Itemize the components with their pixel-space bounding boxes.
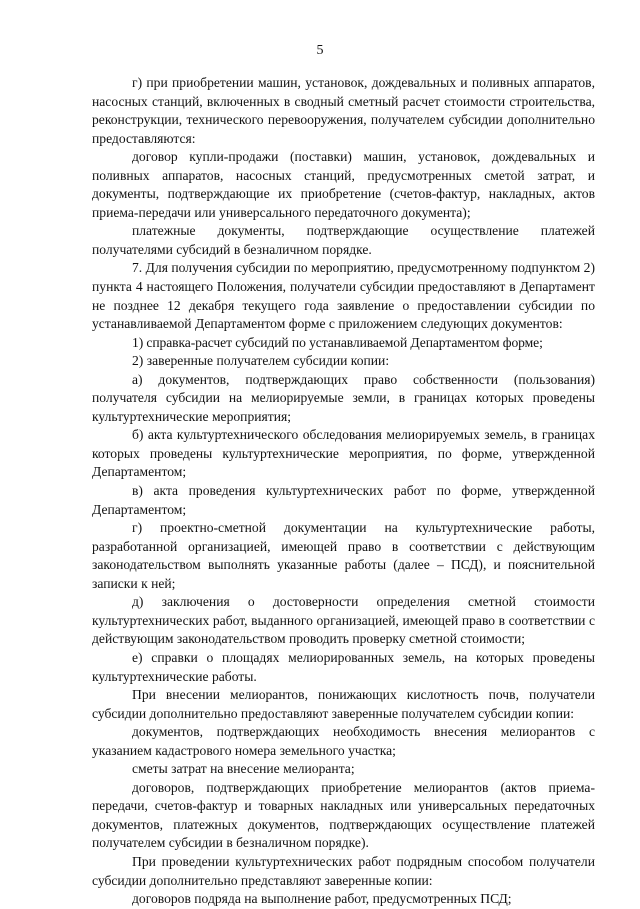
- paragraph-ameliorants-intro: При внесении мелиорантов, понижающих кислотность почв, получатели субсидии дополнительно предоставляют заверенные получателем субсидии копии:: [92, 687, 595, 721]
- paragraph-list-2: 2) заверенные получателем субсидии копии:: [132, 353, 390, 369]
- paragraph-item-7: 7. Для получения субсидии по мероприятию, предусмотренному подпунктом 2) пункта 4 настоящего Положения, получатели субсидии предоставляют в Департамент не позднее 12 декабря текущего года заявление о предоставлении субсидии по устанавливаемой Департаментом форме с приложением следующих документов:: [92, 260, 595, 332]
- page-number: 5: [316, 43, 324, 58]
- paragraph-contract-works-docs: договоров подряда на выполнение работ, предусмотренных ПСД;: [132, 891, 512, 907]
- paragraph-payment-documents: платежные документы, подтверждающие осуществление платежей получателями субсидий в безналичном порядке.: [92, 223, 595, 257]
- paragraph-sub-b: б) акта культуртехнического обследования мелиорируемых земель, в границах которых проведены культуртехнические мероприятия, по форме, утвержденной Департаментом;: [92, 427, 595, 480]
- paragraph-ameliorants-docs: документов, подтверждающих необходимость внесения мелиорантов с указанием кадастрового номера земельного участка;: [92, 724, 595, 758]
- paragraph-list-1: 1) справка-расчет субсидий по устанавливаемой Департаментом форме;: [132, 334, 543, 350]
- paragraph-contract-works-intro: При проведении культуртехнических работ подрядным способом получатели субсидии дополнительно представляют заверенные копии:: [92, 853, 595, 888]
- document-body: [92, 74, 595, 909]
- paragraph-ameliorants-estimate: сметы затрат на внесение мелиоранта;: [132, 761, 355, 777]
- paragraph-sub-a: а) документов, подтверждающих право собственности (пользования) получателя субсидии на мелиорируемые земли, в границах которых проведены культуртехнические мероприятия;: [92, 371, 595, 424]
- paragraph-g-machinery: г) при приобретении машин, установок, дождевальных и поливных аппаратов, насосных станций, включенных в сводный сметный расчет стоимости строительства, реконструкции, технического перевооружения, получателем субсидии дополнительно предоставляются:: [92, 75, 595, 146]
- paragraph-ameliorants-contracts: договоров, подтверждающих приобретение мелиорантов (актов приема-передачи, счетов-фактур и товарных накладных или универсальных передаточных документов, платежных документов, подтверждающих осуществление платежей получателем субсидии в безналичном порядке).: [92, 779, 595, 851]
- paragraph-sub-e: е) справки о площадях мелиорированных земель, на которых проведены культуртехнические работы.: [92, 649, 595, 684]
- paragraph-sub-v: в) акта проведения культуртехнических работ по форме, утвержденной Департаментом;: [92, 483, 595, 517]
- paragraph-sub-d: д) заключения о достоверности определения сметной стоимости культуртехнических работ, выданного организацией, имеющей право в соответствии с действующим законодательством проводить проверку сметной стоимости;: [92, 594, 595, 647]
- paragraph-sub-g: г) проектно-сметной документации на культуртехнические работы, разработанной организацией, имеющей право в соответствии с действующим законодательством выполнять указанные работы (далее – ПСД), и пояснительной записки к ней;: [92, 520, 595, 591]
- paragraph-purchase-contract: договор купли-продажи (поставки) машин, установок, дождевальных и поливных аппаратов, насосных станций, предусмотренных сметой затрат, и документы, подтверждающие их приобретение (счетов-фактур, накладных, актов приема-передачи или универсального передаточного документа);: [92, 149, 595, 220]
